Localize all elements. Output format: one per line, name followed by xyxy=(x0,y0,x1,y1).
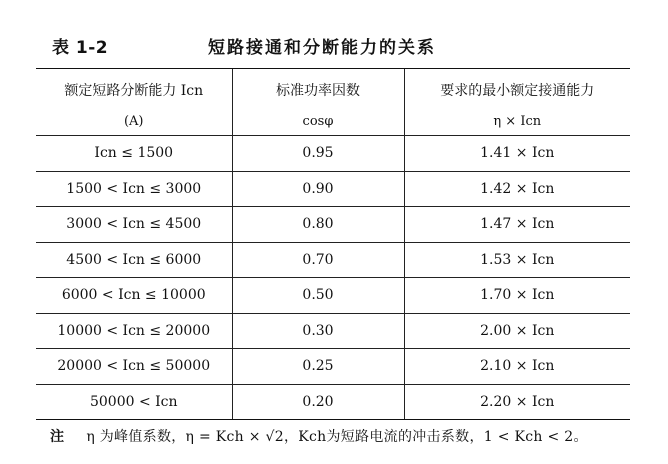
table-number: 表 1-2 xyxy=(52,38,109,58)
table-cell: 1.70 × Icn xyxy=(404,278,630,314)
footnote-label: 注 xyxy=(50,429,65,445)
table-cell: 2.20 × Icn xyxy=(404,384,630,420)
column-unit-power-factor: cosφ xyxy=(232,107,404,136)
table-row xyxy=(36,278,630,314)
table-cell: 1.47 × Icn xyxy=(404,207,630,243)
table-row xyxy=(36,207,630,243)
table-row xyxy=(36,242,630,278)
table-cell: 0.90 xyxy=(232,171,404,207)
table-cell: 4500 < Icn ≤ 6000 xyxy=(36,242,232,278)
table-cell: 2.10 × Icn xyxy=(404,349,630,385)
table-row xyxy=(36,349,630,385)
table-cell: 0.30 xyxy=(232,313,404,349)
header-row xyxy=(36,69,630,108)
footnote-text: η 为峰值系数，η = Kch × √2，Kch为短路电流的冲击系数，1 < Kch < 2。 xyxy=(86,429,588,445)
table-row xyxy=(36,136,630,172)
table-cell: 20000 < Icn ≤ 50000 xyxy=(36,349,232,385)
table-footnote xyxy=(50,426,588,446)
table-row xyxy=(36,313,630,349)
column-header-power-factor: 标准功率因数 xyxy=(232,69,404,108)
table-cell: 1500 < Icn ≤ 3000 xyxy=(36,171,232,207)
header-unit-row xyxy=(36,107,630,136)
column-header-breaking-capacity: 额定短路分断能力 Icn xyxy=(36,69,232,108)
table-cell: 6000 < Icn ≤ 10000 xyxy=(36,278,232,314)
table-cell: 0.50 xyxy=(232,278,404,314)
breaking-capacity-table xyxy=(36,68,630,420)
table-cell: 3000 < Icn ≤ 4500 xyxy=(36,207,232,243)
table-row xyxy=(36,171,630,207)
column-unit-making-capacity: η × Icn xyxy=(404,107,630,136)
table-caption xyxy=(38,33,638,61)
table-cell: 0.70 xyxy=(232,242,404,278)
table-cell: 0.95 xyxy=(232,136,404,172)
table-title: 短路接通和分断能力的关系 xyxy=(208,38,436,58)
table-cell: Icn ≤ 1500 xyxy=(36,136,232,172)
table-cell: 1.42 × Icn xyxy=(404,171,630,207)
table-cell: 50000 < Icn xyxy=(36,384,232,420)
table-cell: 0.25 xyxy=(232,349,404,385)
column-header-making-capacity: 要求的最小额定接通能力 xyxy=(404,69,630,108)
column-unit-breaking-capacity: (A) xyxy=(36,107,232,136)
table-cell: 2.00 × Icn xyxy=(404,313,630,349)
table-row xyxy=(36,384,630,420)
table-cell: 1.53 × Icn xyxy=(404,242,630,278)
table-cell: 1.41 × Icn xyxy=(404,136,630,172)
table-cell: 0.20 xyxy=(232,384,404,420)
table-cell: 10000 < Icn ≤ 20000 xyxy=(36,313,232,349)
table-cell: 0.80 xyxy=(232,207,404,243)
